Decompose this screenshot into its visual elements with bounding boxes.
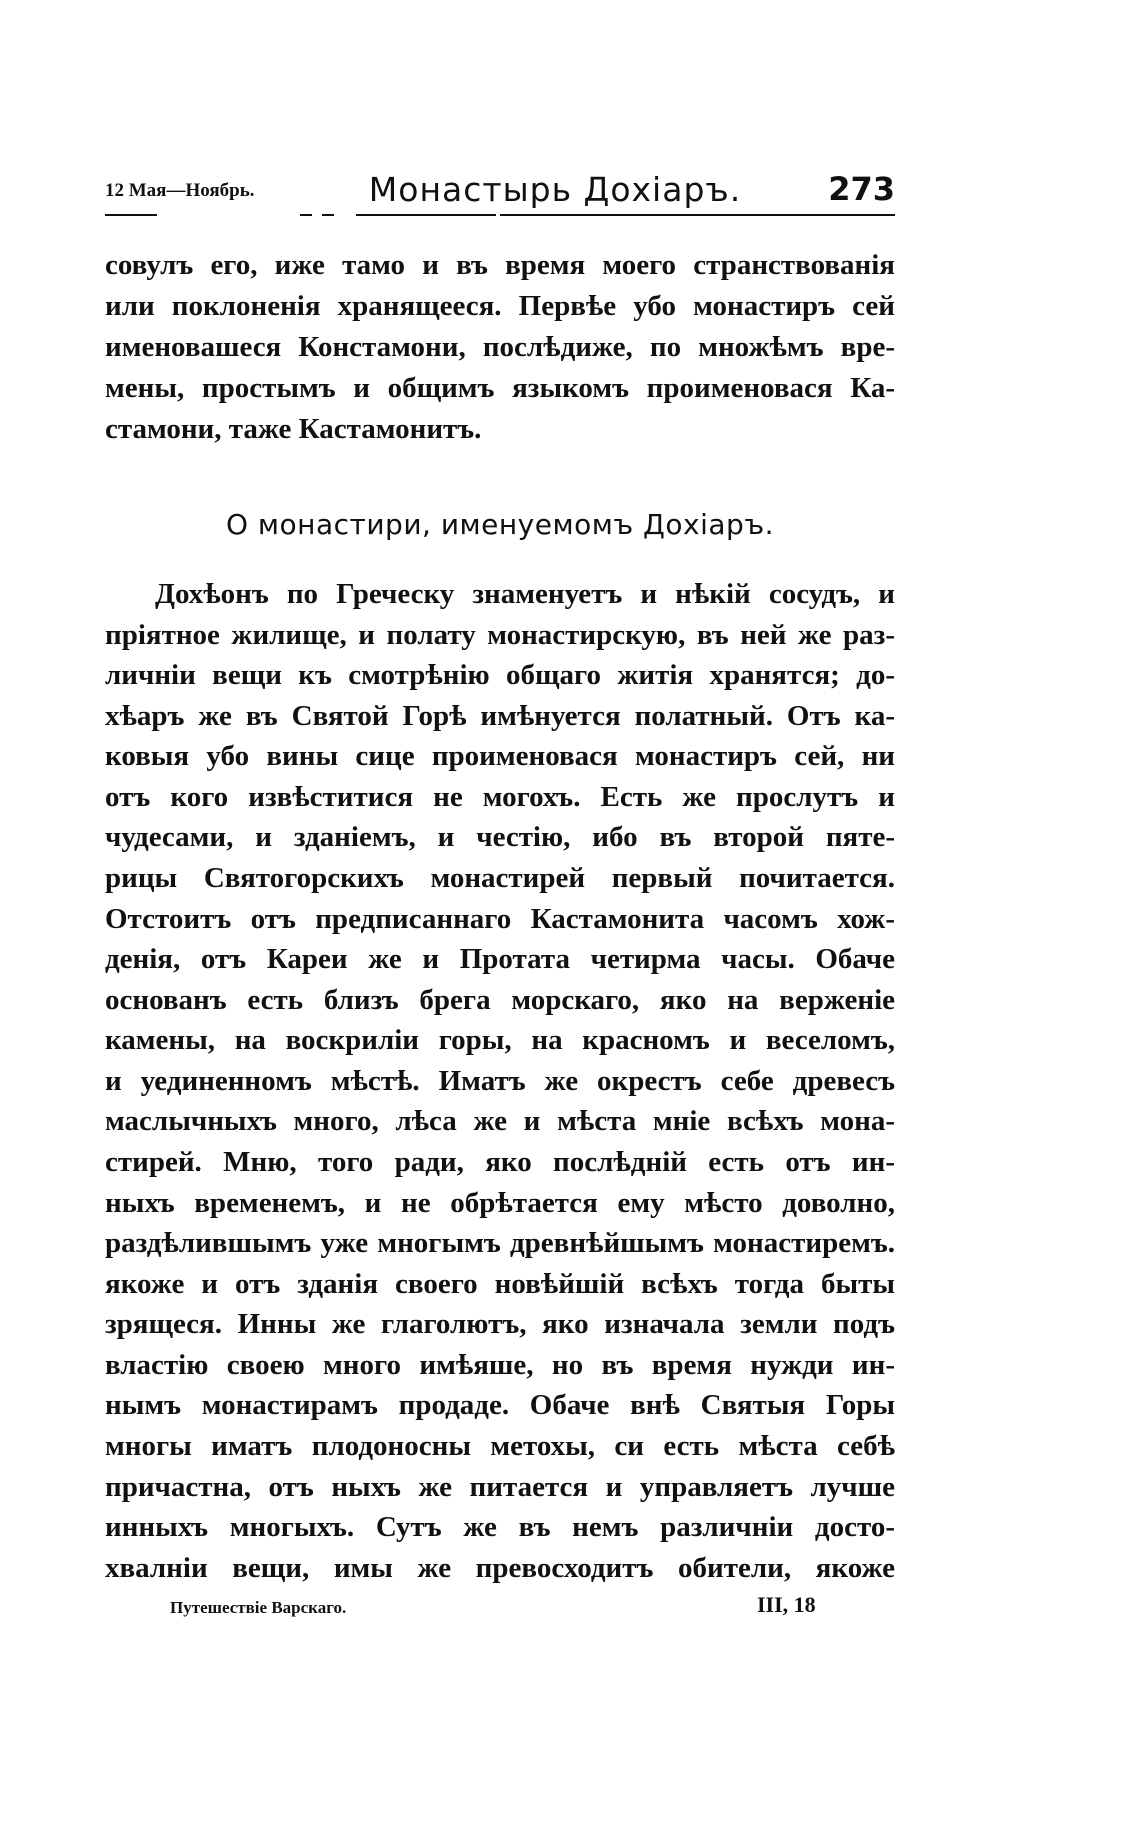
text-line: стамони, таже Кастамонитъ.: [105, 413, 482, 445]
text-line: раздѣлившымъ уже многымъ древнѣйшымъ монастиремъ.: [105, 1227, 895, 1259]
text-line: маслычныхъ много, лѣса же и мѣста мніе всѣхъ мона-: [105, 1105, 895, 1137]
header-rule: [500, 214, 895, 216]
text-line: Отстоитъ отъ предписаннаго Кастамонита часомъ хож-: [105, 903, 895, 935]
text-line: камены, на воскриліи горы, на красномъ и веселомъ,: [105, 1024, 895, 1056]
header-rule: [105, 214, 157, 216]
text-line: совулъ его, иже тамо и въ время моего странствованія: [105, 249, 895, 281]
text-line: инныхъ многыхъ. Сутъ же въ немъ различніи досто-: [105, 1511, 895, 1543]
text-line: основанъ есть близъ брега морскаго, яко на верженіе: [105, 984, 895, 1016]
text-line: пріятное жилище, и полату монастирскую, въ ней же раз-: [105, 619, 895, 651]
text-line: или поклоненія хранящееся. Первѣе убо монастиръ сей: [105, 290, 895, 322]
text-line: именовашеся Констамони, послѣдиже, по множѣмъ вре-: [105, 331, 895, 363]
text-line: Дохѣонъ по Греческу знаменуетъ и нѣкій сосудъ, и: [155, 578, 895, 610]
text-line: якоже и отъ зданія своего новѣйшій всѣхъ тогда быты: [105, 1268, 895, 1300]
text-line: отъ кого извѣститися не могохъ. Есть же прослутъ и: [105, 781, 895, 813]
page-number: 273: [828, 170, 895, 208]
text-line: хвалніи вещи, имы же превосходитъ обители, якоже: [105, 1552, 895, 1584]
running-head-date: 12 Мая—Ноябрь.: [105, 180, 255, 201]
text-line: рицы Святогорскихъ монастирей первый почитается.: [105, 862, 895, 894]
text-line: хѣаръ же въ Святой Горѣ имѣнуется полатный. Отъ ка-: [105, 700, 895, 732]
section-heading: О монастири, именуемомъ Дохіаръ.: [225, 508, 774, 541]
text-line: и уединенномъ мѣстѣ. Иматъ же окрестъ себе древесъ: [105, 1065, 895, 1097]
text-line: денія, отъ Кареи же и Протата четирма часы. Обаче: [105, 943, 895, 975]
text-line: нымъ монастирамъ продаде. Обаче внѣ Святыя Горы: [105, 1389, 895, 1421]
running-header: [105, 170, 895, 214]
text-line: ныхъ временемъ, и не обрѣтается ему мѣсто доволно,: [105, 1187, 895, 1219]
text-line: властію своею много имѣяше, но въ время нужди ин-: [105, 1349, 895, 1381]
signature-mark: Путешествіе Варскаго.: [170, 1598, 347, 1617]
header-rule: [356, 214, 496, 216]
header-rule: [300, 214, 312, 216]
text-line: стирей. Мню, того ради, яко послѣдній есть отъ ин-: [105, 1146, 895, 1178]
page-title: Монастырь Дохіаръ.: [368, 170, 742, 209]
text-line: многы иматъ плодоносны метохы, си есть мѣста себѣ: [105, 1430, 895, 1462]
text-line: чудесами, и зданіемъ, и честію, ибо въ второй пяте-: [105, 821, 895, 853]
text-line: мены, простымъ и общимъ языкомъ проименовася Ка-: [105, 372, 895, 404]
header-rule: [322, 214, 334, 216]
text-line: личніи вещи къ смотрѣнію общаго житія хранятся; до-: [105, 659, 895, 691]
text-line: зрящеся. Инны же глаголютъ, яко изначала земли подъ: [105, 1308, 895, 1340]
signature-number: III, 18: [757, 1592, 816, 1617]
text-line: ковыя убо вины сице проименовася монастиръ сей, ни: [105, 740, 895, 772]
text-line: причастна, отъ ныхъ же питается и управляетъ лучше: [105, 1471, 895, 1503]
